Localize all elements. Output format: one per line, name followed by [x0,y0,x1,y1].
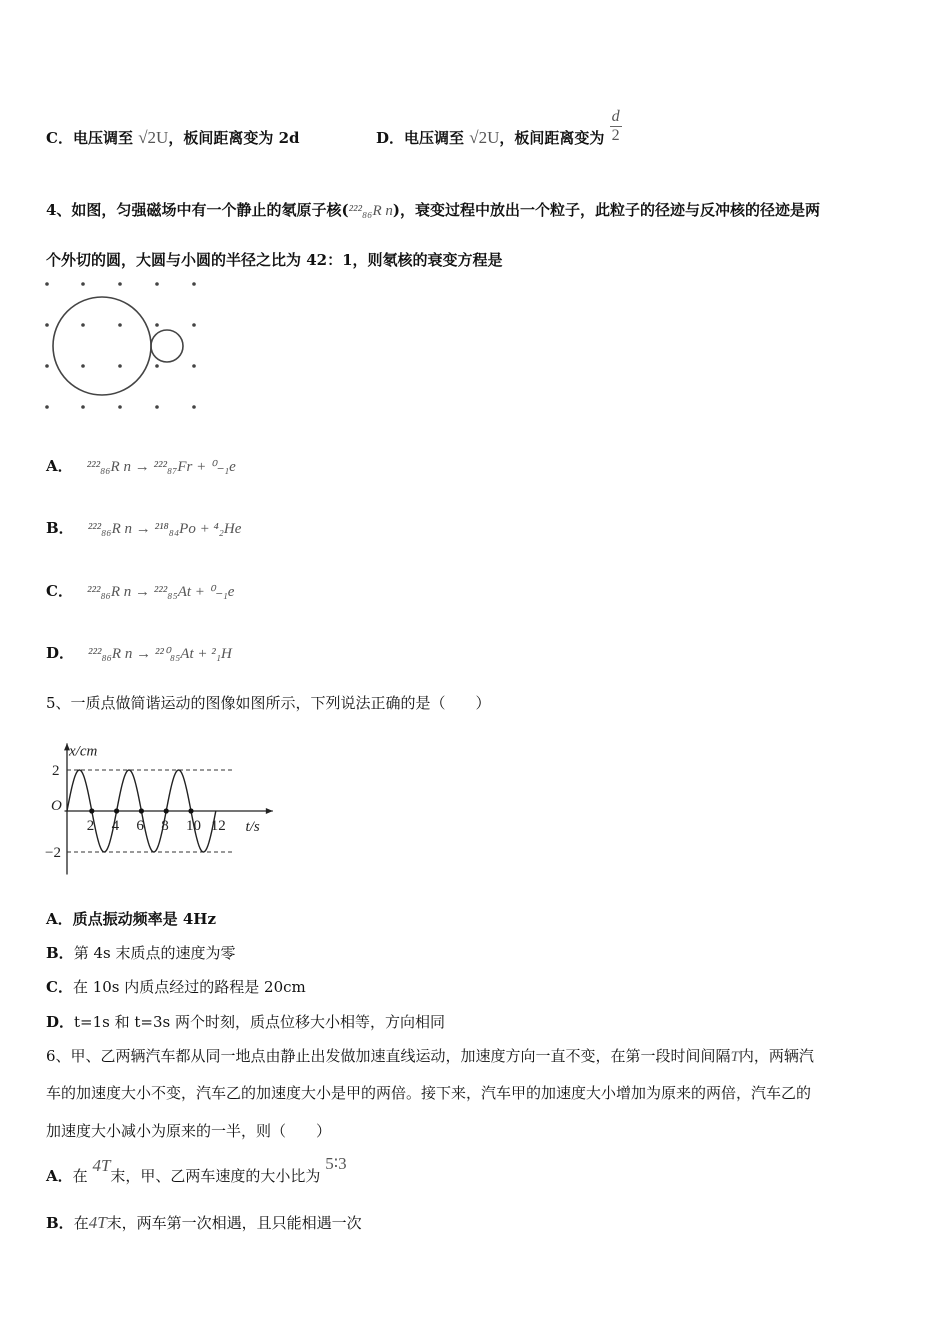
fraction-denominator: 2 [611,126,620,144]
large-circle-track [53,297,151,395]
q5-option-a-label: A． [46,910,73,928]
q5-option-a-text: 质点振动频率是 4Hz [72,910,216,928]
q6-option-a-text2: 末，甲、乙两车速度的大小比为 [110,1167,321,1185]
q4-option-c-equation: ²²²₈₆R n → ²²²₈₅At + ⁰₋₁e [86,584,235,600]
q6-option-a-ratio: 5∶3 [325,1154,347,1173]
q5-option-c [46,976,306,997]
q4-option-b-equation: ²²²₈₆R n → ²¹⁸₈₄Po + ⁴₂He [87,521,242,537]
q3-option-d-fraction [610,108,622,145]
q3-option-c [46,127,300,148]
small-circle-track [151,330,183,362]
q6-option-a-time: 4T [92,1156,111,1175]
q6-option-b-time: 4T [88,1213,107,1232]
q6-option-b-label: B． [46,1214,74,1232]
data-point [164,808,169,813]
q5-option-d-text: t=1s 和 t=3s 两个时刻，质点位移大小相等，方向相同 [74,1013,445,1031]
q3-option-c-label: C． [46,129,73,147]
q4-option-c [46,580,234,601]
q4-stem-line2 [46,249,503,270]
q4-option-d-label: D． [46,644,75,662]
q6-stem1-end: 内，两辆汽 [738,1047,814,1065]
q3-option-d-value: √2U [469,128,500,147]
x-tick-label: 12 [210,818,226,834]
q5-option-a [46,908,216,929]
q5-option-b [46,942,235,963]
y-tick-label: −2 [45,845,61,861]
q4-magnetic-field-figure [40,278,205,418]
q4-option-c-label: C． [46,582,73,600]
x-axis-label: t/s [245,819,260,835]
q3-option-c-value: √2U [138,128,169,147]
q3-option-d-text1: 电压调至 [404,129,465,147]
q6-stem-line3 [46,1120,331,1141]
y-axis-label: x/cm [69,743,98,760]
q4-option-a-equation: ²²²₈₆R n → ²²²₈₇Fr + ⁰₋₁e [86,459,236,475]
q6-option-a-label: A． [46,1167,73,1185]
q5-shm-chart [40,720,285,880]
q6-stem3: 加速度大小减小为原来的一半，则（ ） [46,1122,332,1140]
q4-option-b-label: B． [46,519,74,537]
q4-stem1: 4、如图，匀强磁场中有一个静止的氡原子核( [46,201,349,219]
data-point [114,808,119,813]
q6-stem-line1 [46,1045,814,1066]
q5-option-b-text: 第 4s 末质点的速度为零 [73,944,236,962]
q6-stem1-T: T [730,1049,739,1065]
q5-option-c-text: 在 10s 内质点经过的路程是 20cm [72,978,306,996]
q4-option-b [46,517,241,538]
fraction-numerator: d [611,107,620,125]
x-tick-label: 2 [86,818,95,834]
q4-option-d [46,642,232,663]
q4-option-a [46,455,236,476]
q4-stem1-end: )，衰变过程中放出一个粒子，此粒子的径迹与反冲核的径迹是两 [392,201,820,219]
q6-option-b-text2: 末，两车第一次相遇，且只能相遇一次 [106,1214,362,1232]
y-tick-label: 2 [52,763,60,779]
q3-option-d [376,107,622,148]
q6-option-a [46,1154,347,1186]
x-tick-label: 10 [186,818,201,834]
data-point [139,808,144,813]
q6-option-b [46,1212,362,1233]
x-tick-label: 8 [161,818,169,834]
x-axis-arrow [266,808,273,814]
q3-option-c-text1: 电压调至 [72,129,133,147]
q4-option-d-equation: ²²²₈₆R n → ²²⁰₈₅At + ²₁H [88,646,232,662]
q5-option-d [46,1011,445,1032]
q5-option-d-label: D． [46,1013,75,1031]
q5-stem: 5、一质点做简谐运动的图像如图所示，下列说法正确的是（ ） [46,694,491,712]
x-tick-label: 4 [111,818,120,834]
q6-stem1: 6、甲、乙两辆汽车都从同一地点由静止出发做加速直线运动，加速度方向一直不变，在第一段时间间隔 [46,1047,731,1065]
data-point [89,808,94,813]
origin-label: O [51,798,62,814]
q3-option-d-label: D． [376,129,405,147]
q6-option-b-text1: 在 [73,1214,89,1232]
q3-option-d-text2: ，板间距离变为 [499,129,605,147]
q3-option-c-distance: 2d [278,129,300,147]
q6-stem-line2 [46,1082,811,1103]
q4-stem-line1 [46,199,820,220]
q6-stem2: 车的加速度大小不变，汽车乙的加速度大小是甲的两倍。接下来，汽车甲的加速度大小增加为原来的两倍，汽车乙的 [46,1084,812,1102]
q4-option-a-label: A． [46,457,73,475]
q4-radon-nucleus: ²²²₈₆R n [348,203,393,219]
x-tick-label: 6 [136,818,144,834]
q5-stem-line [46,692,491,713]
q5-option-b-label: B． [46,944,74,962]
q5-option-c-label: C． [46,978,73,996]
q6-option-a-text1: 在 [72,1167,88,1185]
data-point [188,808,193,813]
q3-option-c-text2: ，板间距离变为 [168,129,274,147]
q4-stem2: 个外切的圆，大圆与小圆的半径之比为 42：1，则氡核的衰变方程是 [46,251,503,269]
